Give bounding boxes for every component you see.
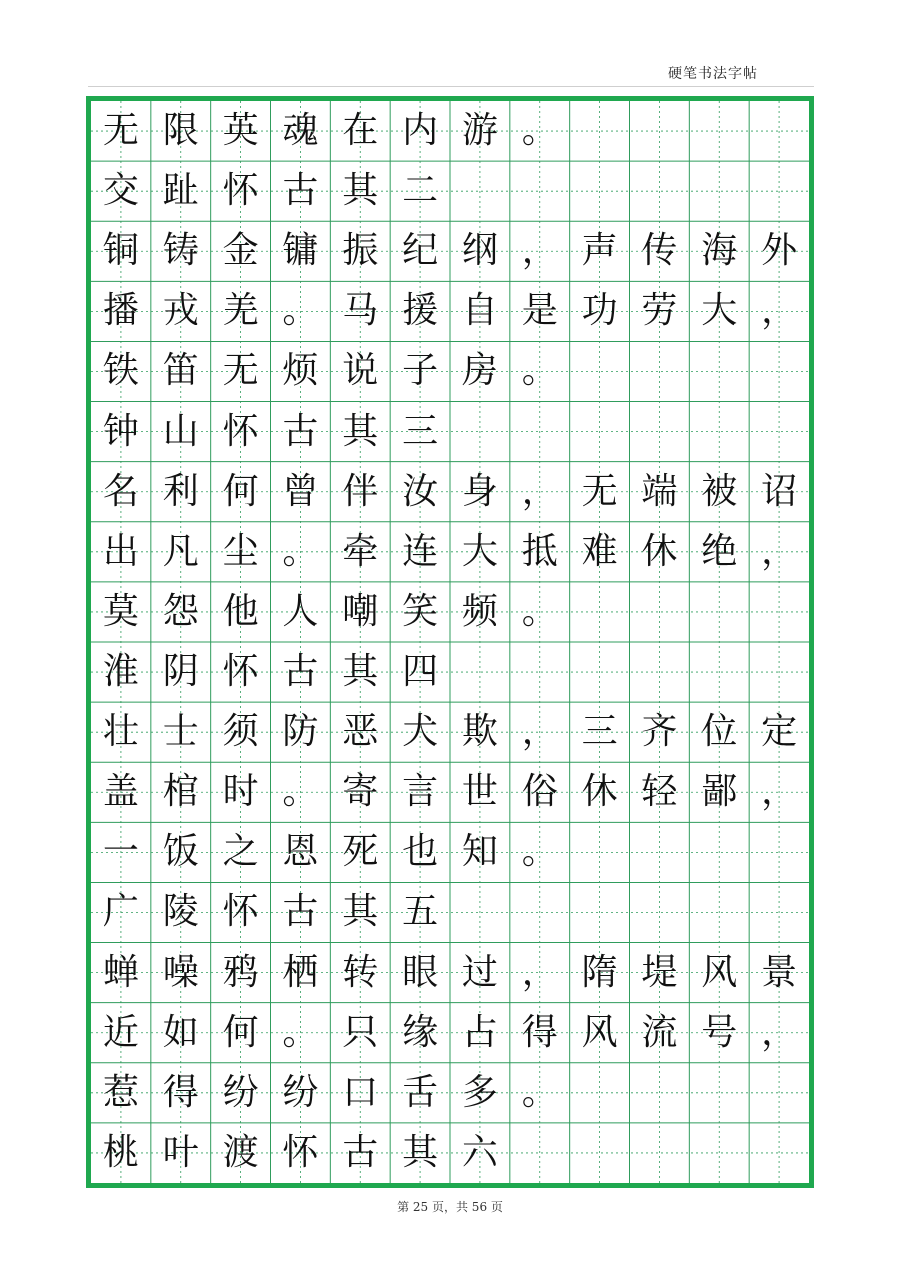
text-row [91, 522, 809, 582]
char-cell [630, 1063, 690, 1123]
char-cell: 隋 [581, 951, 618, 993]
char-cell: 羌 [222, 290, 259, 332]
char-cell: 士 [162, 711, 199, 753]
char-cell: 号 [701, 1011, 738, 1053]
char-cell [510, 161, 570, 221]
char-cell: 恶 [342, 711, 379, 753]
char-cell: 镛 [282, 230, 319, 272]
char-cell: 俗 [521, 771, 558, 813]
char-cell [749, 822, 809, 882]
char-cell: 无 [102, 110, 139, 152]
text-row [91, 462, 809, 522]
char-cell: 防 [282, 711, 319, 753]
char-cell [570, 161, 630, 221]
char-cell: 金 [222, 230, 259, 272]
char-cell: 钟 [102, 410, 139, 452]
char-cell [570, 101, 630, 161]
char-cell: 伴 [342, 470, 379, 512]
char-cell: 其 [342, 410, 379, 452]
char-cell: 利 [162, 470, 199, 512]
char-cell: 噪 [162, 951, 199, 993]
char-cell: 尘 [222, 530, 259, 572]
char-cell: 外 [761, 230, 798, 272]
char-cell: 笛 [162, 350, 199, 392]
char-cell: 休 [641, 530, 678, 572]
char-cell: 端 [641, 470, 678, 512]
char-cell [450, 402, 510, 462]
char-cell: 。 [282, 1011, 319, 1053]
char-cell: 。 [521, 110, 558, 152]
char-cell: 之 [222, 831, 259, 873]
char-cell: 怀 [222, 891, 259, 933]
char-cell: 纪 [402, 230, 439, 272]
char-cell [689, 101, 749, 161]
char-cell [510, 402, 570, 462]
char-cell [689, 341, 749, 401]
char-cell: 叶 [162, 1131, 199, 1173]
char-cell: 栖 [282, 951, 319, 993]
char-cell: 广 [102, 891, 139, 933]
char-cell: 限 [162, 110, 199, 152]
char-cell [570, 582, 630, 642]
char-cell: 欺 [461, 711, 498, 753]
char-cell: 其 [402, 1131, 439, 1173]
char-cell [689, 161, 749, 221]
char-cell: 大 [701, 290, 738, 332]
char-cell: 海 [701, 230, 738, 272]
text-row [91, 402, 809, 462]
char-cell: 饭 [162, 831, 199, 873]
char-cell: 犬 [402, 711, 439, 753]
char-cell: 占 [461, 1011, 498, 1053]
char-cell: 时 [222, 771, 259, 813]
char-cell: 得 [521, 1011, 558, 1053]
char-cell [749, 1123, 809, 1183]
char-cell: 。 [521, 590, 558, 632]
char-cell: 。 [282, 771, 319, 813]
char-cell: 莫 [102, 590, 139, 632]
char-cell: 知 [461, 831, 498, 873]
char-cell [689, 822, 749, 882]
char-cell: 恩 [282, 831, 319, 873]
char-cell [630, 642, 690, 702]
char-cell [630, 882, 690, 942]
char-cell: 曾 [282, 470, 319, 512]
char-cell: 寄 [342, 771, 379, 813]
char-cell: 他 [222, 590, 259, 632]
text-row [91, 702, 809, 762]
char-cell: 怨 [162, 590, 199, 632]
char-cell: 诏 [761, 470, 798, 512]
char-cell: 古 [282, 170, 319, 212]
char-cell: 鄙 [701, 771, 738, 813]
char-cell: 嘲 [342, 590, 379, 632]
char-cell: 阴 [162, 651, 199, 693]
char-cell: 只 [342, 1011, 379, 1053]
char-cell: 渡 [222, 1131, 259, 1173]
char-cell: ， [521, 711, 558, 753]
text-row [91, 101, 809, 161]
char-cell: 出 [102, 530, 139, 572]
char-cell [630, 582, 690, 642]
char-cell: 过 [461, 951, 498, 993]
char-cell: 绝 [701, 530, 738, 572]
char-cell: 二 [402, 170, 439, 212]
calligraphy-grid-sheet [86, 96, 814, 1188]
char-cell [749, 582, 809, 642]
header-title: 硬笔书法字帖 [668, 66, 758, 82]
char-cell: 凡 [162, 530, 199, 572]
char-cell [689, 882, 749, 942]
char-cell [630, 101, 690, 161]
text-row [91, 281, 809, 341]
char-cell: 古 [282, 891, 319, 933]
char-cell: 三 [402, 410, 439, 452]
char-cell: 三 [581, 711, 618, 753]
char-cell: 何 [222, 470, 259, 512]
char-cell [630, 402, 690, 462]
char-cell: 大 [461, 530, 498, 572]
char-cell: ， [521, 230, 558, 272]
text-row [91, 1003, 809, 1063]
char-cell [630, 822, 690, 882]
char-cell: 汝 [402, 470, 439, 512]
page-number: 第 25 页，共 56 页 [397, 1200, 503, 1214]
char-cell: 。 [521, 1071, 558, 1113]
char-cell: 何 [222, 1011, 259, 1053]
char-cell: 五 [402, 891, 439, 933]
char-cell: 桃 [102, 1131, 139, 1173]
char-cell: 播 [102, 290, 139, 332]
char-cell: 传 [641, 230, 678, 272]
char-cell: 也 [402, 831, 439, 873]
char-cell [510, 1123, 570, 1183]
char-cell: ， [761, 290, 798, 332]
text-row [91, 161, 809, 221]
char-cell: 得 [162, 1071, 199, 1113]
text-row [91, 221, 809, 281]
char-cell: 连 [402, 530, 439, 572]
char-cell: 鸦 [222, 951, 259, 993]
char-cell: 戎 [162, 290, 199, 332]
char-cell: 其 [342, 651, 379, 693]
char-cell: ， [521, 951, 558, 993]
char-cell: 游 [461, 110, 498, 152]
char-cell: 交 [102, 170, 139, 212]
char-cell: 烦 [282, 350, 319, 392]
char-cell: 笑 [402, 590, 439, 632]
char-cell: 子 [402, 350, 439, 392]
char-cell: 世 [461, 771, 498, 813]
char-cell [450, 161, 510, 221]
char-cell: 六 [461, 1131, 498, 1173]
text-row [91, 943, 809, 1003]
char-cell [689, 1123, 749, 1183]
char-cell: 内 [402, 110, 439, 152]
char-cell: 怀 [282, 1131, 319, 1173]
text-row [91, 642, 809, 702]
char-cell [689, 642, 749, 702]
char-cell: 轻 [641, 771, 678, 813]
char-cell: 流 [641, 1011, 678, 1053]
char-cell: 淮 [102, 651, 139, 693]
char-cell: 棺 [162, 771, 199, 813]
char-cell: 。 [282, 530, 319, 572]
char-cell: 纷 [222, 1071, 259, 1113]
char-cell [570, 882, 630, 942]
char-cell [630, 161, 690, 221]
char-cell: 古 [342, 1131, 379, 1173]
char-cell: 振 [342, 230, 379, 272]
char-cell: 功 [581, 290, 618, 332]
char-cell: 转 [342, 951, 379, 993]
char-cell: 多 [461, 1071, 498, 1113]
char-cell: ， [761, 771, 798, 813]
char-cell: 怀 [222, 651, 259, 693]
char-cell: 眼 [402, 951, 439, 993]
char-cell: 死 [342, 831, 379, 873]
char-cell: 抵 [521, 530, 558, 572]
char-cell: 一 [102, 831, 139, 873]
char-cell [570, 1123, 630, 1183]
char-cell: 是 [521, 290, 558, 332]
char-cell: 。 [521, 350, 558, 392]
char-cell: 说 [342, 350, 379, 392]
char-cell: 山 [162, 410, 199, 452]
char-cell [450, 882, 510, 942]
text-row [91, 341, 809, 401]
char-cell: ， [761, 1011, 798, 1053]
text-row [91, 582, 809, 642]
char-cell [749, 341, 809, 401]
char-cell: 堤 [641, 951, 678, 993]
char-cell: 被 [701, 470, 738, 512]
text-row [91, 822, 809, 882]
char-cell: 定 [761, 711, 798, 753]
char-cell: 舌 [402, 1071, 439, 1113]
char-cell: 盖 [102, 771, 139, 813]
char-cell: 英 [222, 110, 259, 152]
char-cell: ， [521, 470, 558, 512]
char-cell: 声 [581, 230, 618, 272]
char-cell: 缘 [402, 1011, 439, 1053]
char-cell: 景 [761, 951, 798, 993]
char-cell [570, 822, 630, 882]
char-cell [510, 642, 570, 702]
char-cell: 魂 [282, 110, 319, 152]
char-cell: 名 [102, 470, 139, 512]
char-cell: 自 [461, 290, 498, 332]
char-cell: 难 [581, 530, 618, 572]
char-cell: 身 [461, 470, 498, 512]
char-cell: 马 [342, 290, 379, 332]
char-cell [570, 1063, 630, 1123]
char-cell: 古 [282, 410, 319, 452]
char-cell [630, 1123, 690, 1183]
text-row [91, 882, 809, 942]
char-cell [689, 402, 749, 462]
char-cell: 四 [402, 651, 439, 693]
char-cell: 劳 [641, 290, 678, 332]
text-row [91, 1123, 809, 1183]
char-cell: 言 [402, 771, 439, 813]
header-divider [88, 86, 814, 87]
char-cell: 怀 [222, 410, 259, 452]
char-cell: 援 [402, 290, 439, 332]
char-cell: 在 [342, 110, 379, 152]
char-cell: 休 [581, 771, 618, 813]
char-cell: 无 [222, 350, 259, 392]
char-cell: 惹 [102, 1071, 139, 1113]
char-cell: 古 [282, 651, 319, 693]
char-cell [450, 642, 510, 702]
char-cell: 其 [342, 170, 379, 212]
char-cell: 。 [521, 831, 558, 873]
char-cell: 怀 [222, 170, 259, 212]
char-cell: 须 [222, 711, 259, 753]
char-cell: 蝉 [102, 951, 139, 993]
char-cell [630, 341, 690, 401]
char-cell: 口 [342, 1071, 379, 1113]
char-cell: 牵 [342, 530, 379, 572]
char-cell [689, 1063, 749, 1123]
char-cell: ， [761, 530, 798, 572]
char-cell [510, 882, 570, 942]
char-cell [749, 101, 809, 161]
char-cell: 趾 [162, 170, 199, 212]
char-cell: 陵 [162, 891, 199, 933]
text-row [91, 1063, 809, 1123]
char-cell [749, 402, 809, 462]
char-cell [689, 582, 749, 642]
char-cell: 近 [102, 1011, 139, 1053]
char-cell: 纷 [282, 1071, 319, 1113]
char-cell: 。 [282, 290, 319, 332]
char-cell [749, 1063, 809, 1123]
char-cell: 位 [701, 711, 738, 753]
char-cell: 纲 [461, 230, 498, 272]
char-cell: 铜 [102, 230, 139, 272]
char-cell: 频 [461, 590, 498, 632]
char-cell: 房 [461, 350, 498, 392]
char-cell: 铁 [102, 350, 139, 392]
char-cell: 人 [282, 590, 319, 632]
char-cell: 如 [162, 1011, 199, 1053]
char-cell [570, 402, 630, 462]
char-cell: 风 [701, 951, 738, 993]
char-cell [749, 161, 809, 221]
char-cell: 铸 [162, 230, 199, 272]
char-cell: 壮 [102, 711, 139, 753]
char-cell: 风 [581, 1011, 618, 1053]
char-cell [749, 642, 809, 702]
char-cell: 其 [342, 891, 379, 933]
char-cell: 齐 [641, 711, 678, 753]
char-cell [570, 642, 630, 702]
char-cell [570, 341, 630, 401]
char-cell: 无 [581, 470, 618, 512]
char-cell [749, 882, 809, 942]
text-row [91, 762, 809, 822]
